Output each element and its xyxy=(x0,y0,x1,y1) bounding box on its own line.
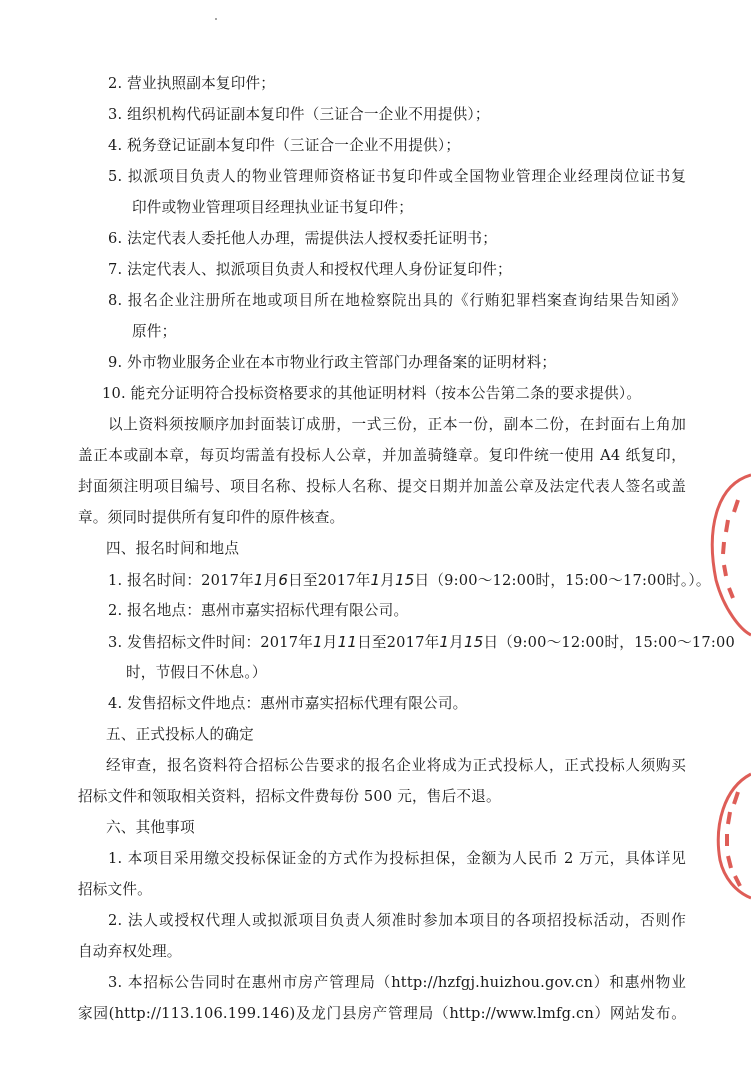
printed-text: 月 xyxy=(322,634,338,651)
paragraph-line: 章。须同时提供所有复印件的原件核查。 xyxy=(78,509,345,526)
paragraph-line: 招标文件和领取相关资料，招标文件费每份 500 元，售后不退。 xyxy=(78,788,501,805)
list-item: 7. 法定代表人、拟派项目负责人和授权代理人身份证复印件； xyxy=(108,261,512,278)
list-item-continuation: 原件； xyxy=(132,323,177,340)
paragraph-line: 以上资料须按顺序加封面装订成册，一式三份，正本一份，副本二份，在封面右上角加 xyxy=(108,416,686,433)
company-seal-partial-bottom xyxy=(696,770,751,900)
list-item: 2. 营业执照副本复印件； xyxy=(108,75,276,92)
list-item: 8. 报名企业注册所在地或项目所在地检察院出具的《行贿犯罪档案查询结果告知函》 xyxy=(108,292,686,309)
list-item-continuation: 自动弃权处理。 xyxy=(78,943,182,960)
printed-text: 3. 发售招标文件时间：2017年 xyxy=(108,634,314,651)
list-item: 4. 税务登记证副本复印件（三证合一企业不用提供）； xyxy=(108,137,461,154)
paragraph-line: 封面须注明项目编号、项目名称、投标人名称、提交日期并加盖公章及法定代表人签名或盖 xyxy=(78,478,686,495)
handwritten-month: 1 xyxy=(370,571,381,589)
list-item-continuation: 印件或物业管理项目经理执业证书复印件； xyxy=(132,199,414,216)
section-heading: 六、其他事项 xyxy=(106,819,195,836)
list-item-continuation: 家园(http://113.106.199.146)及龙门县房产管理局（http://www.lmfg.cn）网站发布。 xyxy=(78,1005,686,1022)
list-item: 5. 拟派项目负责人的物业管理师资格证书复印件或全国物业管理企业经理岗位证书复 xyxy=(108,168,686,185)
paragraph-line: 盖正本或副本章，每页均需盖有投标人公章，并加盖骑缝章。复印件统一使用 A4 纸复印， xyxy=(78,447,686,464)
list-item xyxy=(108,570,711,591)
list-item: 3. 本招标公告同时在惠州市房产管理局（http://hzfgj.huizhou.gov.cn）和惠州物业 xyxy=(108,974,686,991)
printed-text: 日（9:00～12:00时，15:00～17:00时。）。 xyxy=(414,572,711,589)
handwritten-day: 11 xyxy=(337,633,358,651)
list-item: 3. 组织机构代码证副本复印件（三证合一企业不用提供）； xyxy=(108,106,490,123)
printed-text: 日至2017年 xyxy=(357,634,440,651)
handwritten-day: 15 xyxy=(395,571,415,589)
printed-text: 月 xyxy=(263,572,279,589)
list-item: 4. 发售招标文件地点：惠州市嘉实招标代理有限公司。 xyxy=(108,695,468,712)
list-item: 1. 本项目采用缴交投标保证金的方式作为投标担保，金额为人民币 2 万元，具体详见 xyxy=(108,850,686,867)
company-seal-partial-top xyxy=(676,470,751,640)
list-item-continuation: 招标文件。 xyxy=(78,881,152,898)
list-item: 6. 法定代表人委托他人办理，需提供法人授权委托证明书； xyxy=(108,230,498,247)
printed-text: 月 xyxy=(380,572,396,589)
handwritten-month: 1 xyxy=(253,571,264,589)
list-item-continuation: 时，节假日不休息。） xyxy=(126,664,267,681)
printed-text: 日（9:00～12:00时，15:00～17:00 xyxy=(483,634,735,651)
list-item: 2. 报名地点：惠州市嘉实招标代理有限公司。 xyxy=(108,602,409,619)
section-heading: 四、报名时间和地点 xyxy=(106,540,240,557)
list-item: 2. 法人或授权代理人或拟派项目负责人须准时参加本项目的各项招投标活动，否则作 xyxy=(108,912,686,929)
list-item: 10. 能充分证明符合投标资格要求的其他证明材料（按本公告第二条的要求提供）。 xyxy=(102,385,642,402)
printed-text: 1. 报名时间：2017年 xyxy=(108,572,254,589)
handwritten-day: 15 xyxy=(463,633,484,651)
printed-text: 日至2017年 xyxy=(288,572,371,589)
handwritten-month: 1 xyxy=(439,633,450,651)
paragraph-line: 经审查，报名资料符合招标公告要求的报名企业将成为正式投标人，正式投标人须购买 xyxy=(106,757,686,774)
list-item xyxy=(108,632,735,653)
handwritten-month: 1 xyxy=(313,633,323,651)
list-item: 9. 外市物业服务企业在本市物业行政主管部门办理备案的证明材料； xyxy=(108,354,557,371)
scan-speck xyxy=(215,18,217,20)
section-heading: 五、正式投标人的确定 xyxy=(106,726,254,743)
handwritten-day: 6 xyxy=(278,571,289,589)
printed-text: 月 xyxy=(449,634,464,651)
